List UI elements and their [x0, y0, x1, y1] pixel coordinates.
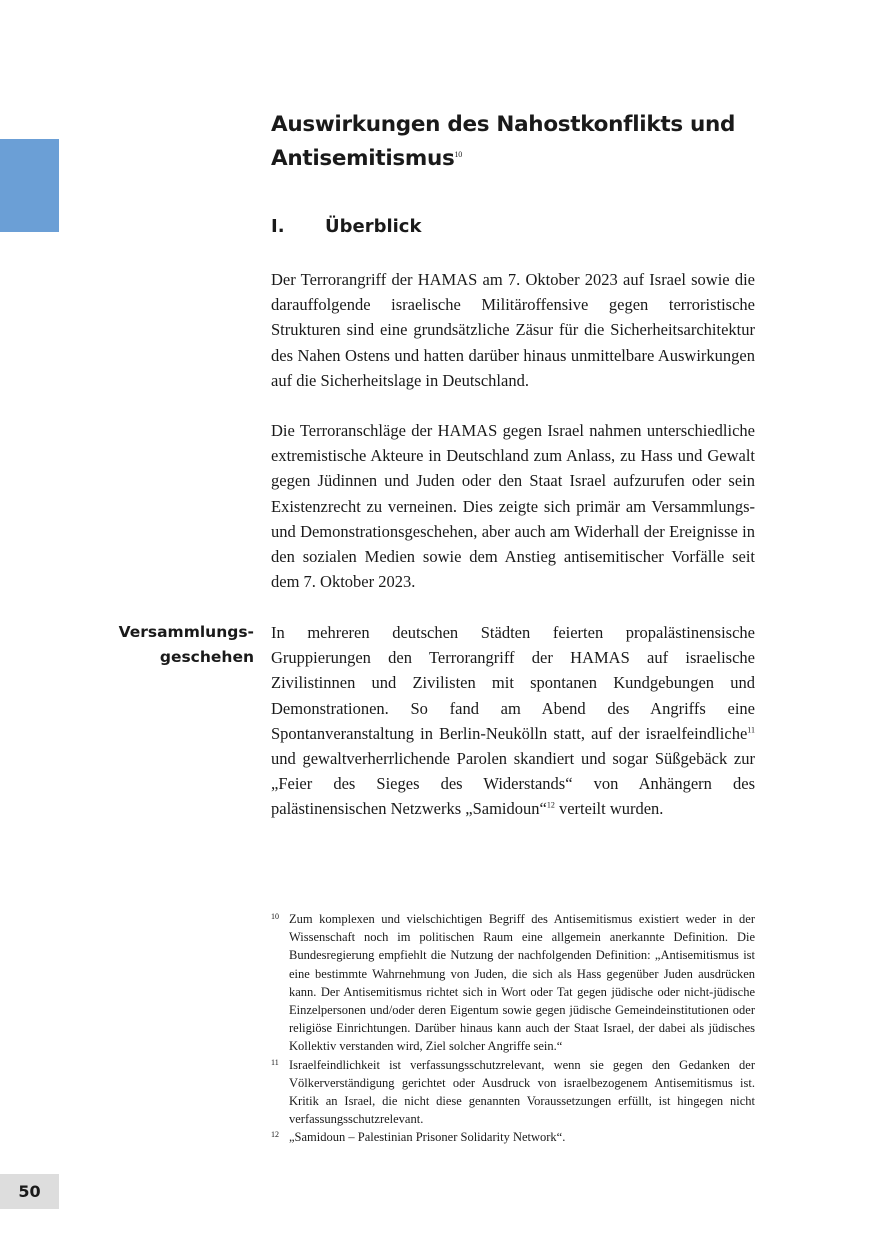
paragraph-3-text-b: und gewaltverherrlichende Parolen skandiert und sogar Süßgebäck zur „Feier des Sieges des Widerstands“ von Anhängern des palästinensischen Netzwerks „Samidoun“	[271, 749, 755, 819]
section-heading-text: Überblick	[325, 216, 422, 237]
footnote-ref-11[interactable]: 11	[747, 725, 755, 735]
footnote-12	[271, 1128, 755, 1146]
paragraph-2: Die Terroranschläge der HAMAS gegen Israel nahmen unterschiedliche extremistische Akteure in Deutschland zum Anlass, zu Hass und Gewalt gegen Jüdinnen und Juden oder den Staat Israel aufzurufen oder sein Existenzrecht zu verneinen. Dies zeigte sich primär am Versammlungs- und Demonstrationsgeschehen, aber auch am Widerhall der Ereignisse in den sozialen Medien sowie dem Anstieg antisemitischer Vorfälle seit dem 7. Oktober 2023.	[271, 421, 755, 592]
margin-label	[119, 620, 254, 670]
footnote-text: „Samidoun – Palestinian Prisoner Solidarity Network“.	[289, 1130, 566, 1145]
footnote-11	[271, 1056, 755, 1129]
footnotes-list	[271, 910, 755, 1147]
footnote-text: Israelfeindlichkeit ist verfassungsschutzrelevant, wenn sie gegen den Gedanken der Völkerverständigung gerichtet oder Ausdruck von israelbezogenem Antisemitismus ist. Kritik an Israel, die nicht diese genannten Voraussetzungen erfüllt, ist hingegen nicht verfassungsschutzrelevant.	[289, 1057, 755, 1127]
footnote-ref-12[interactable]: 12	[546, 800, 555, 810]
footnote-number: 10	[271, 912, 279, 921]
paragraph-3-text-a: In mehreren deutschen Städten feierten propalästinensische Gruppierungen den Terrorangriff der HAMAS auf israelische Zivilistinnen und Zivilisten mit spontanen Kundgebungen und Demonstrationen. So fand am Abend des Angriffs eine Spontanveranstaltung in Berlin-Neukölln statt, auf der israelfeindliche	[271, 623, 755, 743]
page-title	[271, 108, 761, 176]
section-number: I.	[271, 216, 285, 237]
section-heading	[271, 214, 421, 240]
paragraph-3	[271, 620, 755, 822]
footnote-number: 12	[271, 1130, 279, 1140]
margin-label-line-1: Versammlungs-	[118, 623, 254, 641]
chapter-color-tab	[0, 139, 59, 232]
page-title-text: Auswirkungen des Nahostkonflikts und Antisemitismus	[271, 112, 736, 171]
paragraph-3-text-c: verteilt wurden.	[554, 799, 664, 819]
title-footnote-ref[interactable]: 10	[454, 149, 462, 159]
margin-label-line-2: geschehen	[159, 648, 254, 666]
footnote-10	[271, 910, 755, 1056]
footnote-number: 11	[271, 1057, 279, 1067]
page-number: 50	[0, 1174, 59, 1209]
footnote-text: Zum komplexen und vielschichtigen Begriff des Antisemitismus existiert weder in der Wissenschaft noch im politischen Raum eine allgemein anerkannte Definition. Die Bundesregierung empfiehlt die Nutzung der nachfolgenden Definition: „Antisemitismus ist eine bestimmte Wahrnehmung von Juden, die sich als Hass gegenüber Juden ausdrücken kann. Der Antisemitismus richtet sich in Wort oder Tat gegen jüdische oder nicht-jüdische Einzelpersonen und/oder deren Eigentum sowie gegen jüdische Gemeindeinstitutionen oder religiöse Einrichtungen. Darüber hinaus kann auch der Staat Israel, der dabei als jüdisches Kollektiv verstanden wird, Ziel solcher Angriffe sein.“	[289, 912, 755, 1054]
paragraph-1: Der Terrorangriff der HAMAS am 7. Oktober 2023 auf Israel sowie die darauffolgende israelische Militäroffensive gegen terroristische Strukturen sind eine grundsätzliche Zäsur für die Sicherheitsarchitektur des Nahen Ostens und hatten darüber hinaus unmittelbare Auswirkungen auf die Sicherheitslage in Deutschland.	[271, 270, 755, 390]
